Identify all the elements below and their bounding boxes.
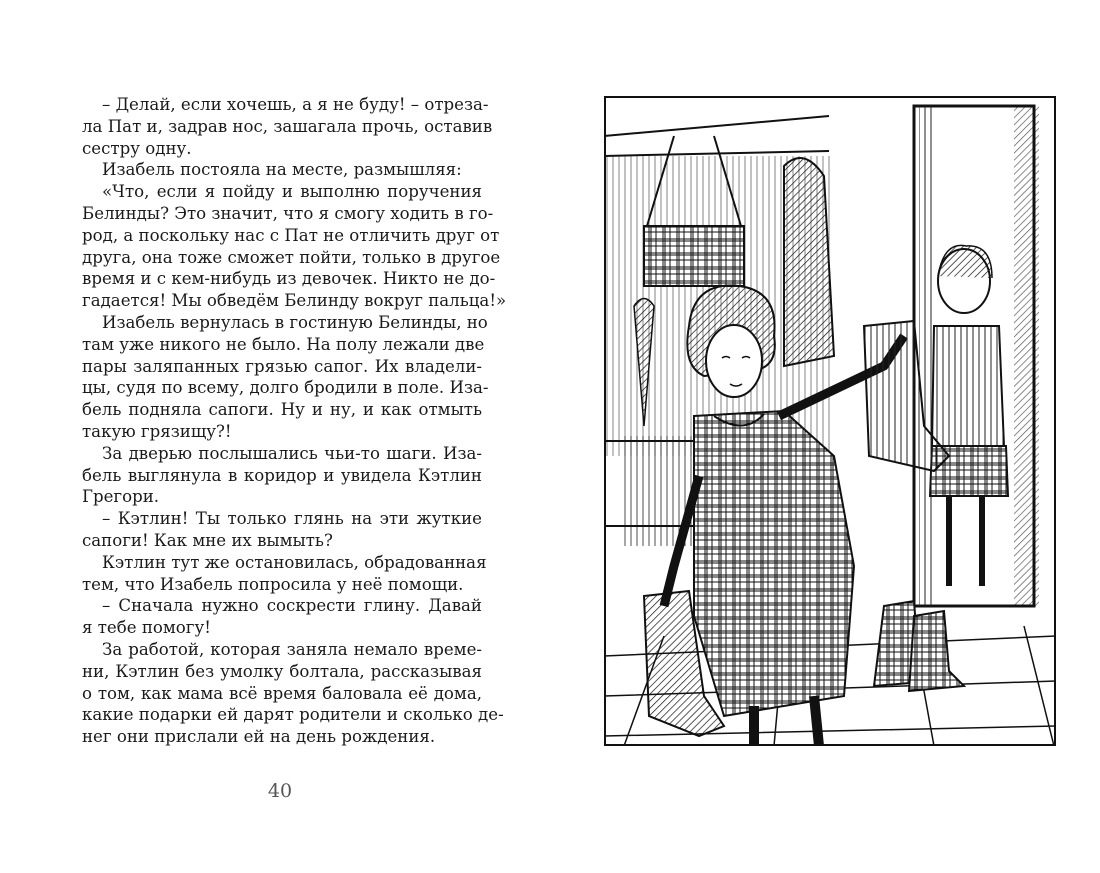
- text-line: Кэтлин тут же остановилась, обрадованная: [102, 552, 487, 572]
- text-line: там уже никого не было. На полу лежали две: [82, 334, 485, 354]
- text-line: я тебе помогу!: [82, 618, 211, 638]
- text-line: Изабель постояла на месте, размышляя:: [102, 160, 462, 180]
- text-line: какие подарки ей дарят родители и сколько де-: [82, 705, 504, 725]
- text-line: род, а поскольку нас с Пат не отличить друг от: [82, 225, 500, 245]
- text-line: ла Пат и, задрав нос, зашагала прочь, оставив: [82, 116, 493, 136]
- text-line: сестру одну.: [82, 138, 192, 158]
- text-line: цы, судя по всему, долго бродили в поле. Иза-: [82, 378, 489, 398]
- text-line: За работой, которая заняла немало време-: [102, 639, 482, 659]
- text-line: – Сначала нужно соскрести глину. Давай: [102, 596, 482, 616]
- text-line: пары заляпанных грязью сапог. Их владели-: [82, 356, 482, 376]
- text-line: – Кэтлин! Ты только глянь на эти жуткие: [102, 509, 482, 529]
- text-line: нег они прислали ей на день рождения.: [82, 727, 436, 747]
- text-line: о том, как мама всё время баловала её дома,: [82, 683, 482, 703]
- text-line: тем, что Изабель попросила у неё помощи.: [82, 574, 464, 594]
- text-line: друга, она тоже сможет пойти, только в другое: [82, 247, 501, 267]
- text-line: Белинды? Это значит, что я смогу ходить в го-: [82, 203, 494, 223]
- illustration: [604, 96, 1056, 746]
- text-line: гадается! Мы обведём Белинду вокруг пальца!»: [82, 291, 507, 311]
- text-line: бель выглянула в коридор и увидела Кэтлин: [82, 465, 482, 485]
- text-line: «Что, если я пойду и выполню поручения: [102, 182, 482, 202]
- text-line: ни, Кэтлин без умолку болтала, рассказывая: [82, 661, 482, 681]
- text-line: бель подняла сапоги. Ну и ну, и как отмыть: [82, 400, 482, 420]
- text-line: Изабель вернулась в гостиную Белинды, но: [102, 312, 488, 332]
- text-line: За дверью послышались чьи-то шаги. Иза-: [102, 443, 482, 463]
- text-line: Грегори.: [82, 487, 160, 507]
- text-line: сапоги! Как мне их вымыть?: [82, 530, 333, 550]
- page-number: 40: [267, 780, 293, 802]
- text-line: время и с кем-нибудь из девочек. Никто не до-: [82, 269, 496, 289]
- text-line: – Делай, если хочешь, а я не буду! – отреза-: [102, 95, 489, 114]
- body-text: [82, 94, 507, 748]
- text-line: такую грязищу?!: [82, 421, 232, 441]
